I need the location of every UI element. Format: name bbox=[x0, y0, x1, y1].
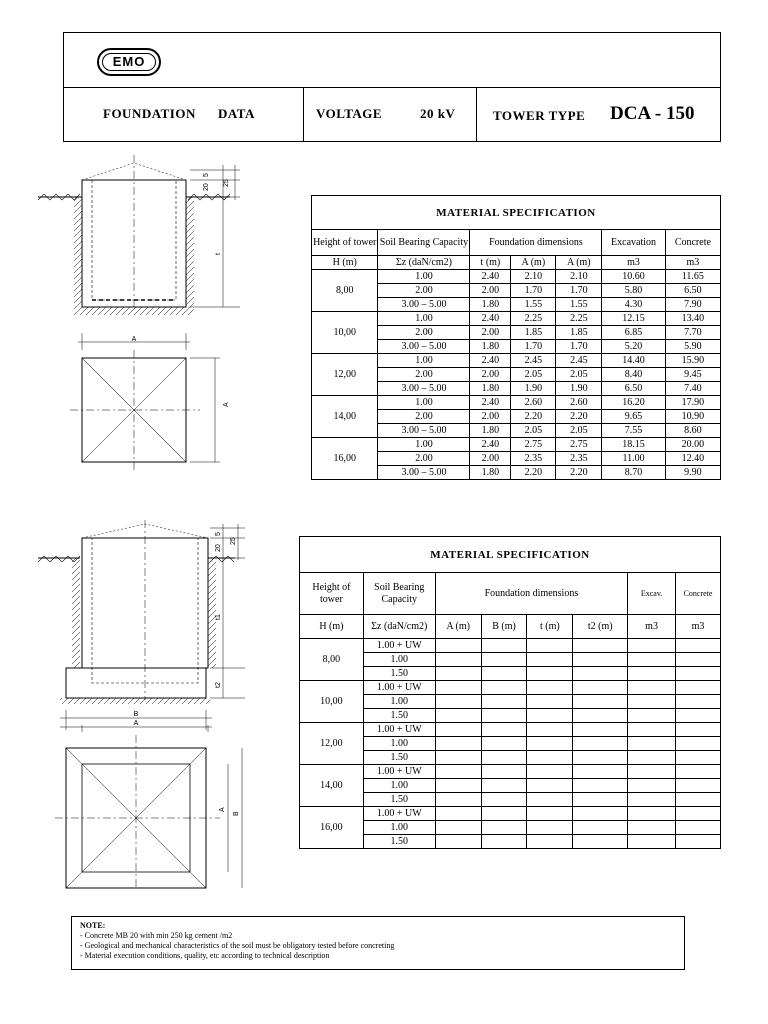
table1-cell: 7.70 bbox=[665, 326, 720, 340]
table2-empty-cell bbox=[628, 779, 676, 793]
foundation-drawing-1 bbox=[30, 155, 270, 475]
table1-cell: 3.00 – 5.00 bbox=[378, 382, 470, 396]
table2-empty-cell bbox=[628, 723, 676, 737]
table2-empty-cell bbox=[573, 737, 628, 751]
table1-cell: 1.00 bbox=[378, 354, 470, 368]
table1-cell: 2.00 bbox=[470, 284, 511, 298]
table2-empty-cell bbox=[676, 765, 721, 779]
table2-soil-cell: 1.00 + UW bbox=[363, 723, 435, 737]
table2-soil-cell: 1.00 + UW bbox=[363, 807, 435, 821]
header-divider-v1 bbox=[303, 87, 304, 142]
table2-empty-cell bbox=[527, 653, 573, 667]
table1-cell: 2.00 bbox=[378, 452, 470, 466]
table2-empty-cell bbox=[573, 667, 628, 681]
table1-cell: 2.00 bbox=[470, 410, 511, 424]
table1-cell: 1.70 bbox=[556, 284, 602, 298]
table2-empty-cell bbox=[435, 667, 481, 681]
table1-cell: 1.90 bbox=[511, 382, 556, 396]
table2-h-found: Foundation dimensions bbox=[435, 573, 627, 615]
table2-height-cell: 14,00 bbox=[300, 765, 364, 807]
table1-u-m3b: m3 bbox=[665, 256, 720, 270]
table2-soil-cell: 1.00 + UW bbox=[363, 639, 435, 653]
table2-soil-cell: 1.50 bbox=[363, 751, 435, 765]
table2-empty-cell bbox=[573, 751, 628, 765]
table1-cell: 2.40 bbox=[470, 270, 511, 284]
table2-empty-cell bbox=[573, 681, 628, 695]
table1-cell: 2.20 bbox=[511, 410, 556, 424]
table2-row bbox=[300, 681, 721, 695]
table1-cell: 1.85 bbox=[556, 326, 602, 340]
table2-empty-cell bbox=[628, 709, 676, 723]
table2-empty-cell bbox=[481, 695, 527, 709]
table2-empty-cell bbox=[628, 765, 676, 779]
note-line-3: - Material execution conditions, quality, etc according to technical description bbox=[80, 951, 330, 960]
table2-soil-cell: 1.50 bbox=[363, 835, 435, 849]
table2-empty-cell bbox=[628, 653, 676, 667]
dim-5-label: 5 bbox=[203, 173, 210, 177]
table1-cell: 6.50 bbox=[602, 382, 665, 396]
table1-u-sz: Σz (daN/cm2) bbox=[378, 256, 470, 270]
note-box bbox=[71, 916, 685, 970]
table1-cell: 2.00 bbox=[470, 452, 511, 466]
table2-empty-cell bbox=[527, 765, 573, 779]
table1-height-cell: 14,00 bbox=[312, 396, 378, 438]
table1-h-soil: Soil Bearing Capacity bbox=[378, 230, 470, 256]
table1-cell: 20.00 bbox=[665, 438, 720, 452]
table1-cell: 17.90 bbox=[665, 396, 720, 410]
table1-cell: 1.00 bbox=[378, 396, 470, 410]
table2-soil-cell: 1.00 bbox=[363, 821, 435, 835]
foundation-label: FOUNDATION bbox=[103, 106, 196, 121]
table1-title: MATERIAL SPECIFICATION bbox=[312, 196, 721, 230]
table2-row bbox=[300, 695, 721, 709]
table2-empty-cell bbox=[435, 695, 481, 709]
table2-row bbox=[300, 807, 721, 821]
dim2-b-top-label: B bbox=[133, 711, 139, 718]
table1-cell: 1.90 bbox=[556, 382, 602, 396]
table2-empty-cell bbox=[628, 751, 676, 765]
table2-empty-cell bbox=[481, 835, 527, 849]
table1-cell: 2.00 bbox=[378, 326, 470, 340]
table1-cell: 8.60 bbox=[665, 424, 720, 438]
table1-cell: 12.40 bbox=[665, 452, 720, 466]
table1-cell: 3.00 – 5.00 bbox=[378, 298, 470, 312]
table2-u-sz: Σz (daN/cm2) bbox=[363, 615, 435, 639]
table2-empty-cell bbox=[435, 681, 481, 695]
table2-empty-cell bbox=[435, 793, 481, 807]
table1-cell: 9.90 bbox=[665, 466, 720, 480]
table1-cell: 2.20 bbox=[511, 466, 556, 480]
table1-cell: 2.20 bbox=[556, 410, 602, 424]
table2-empty-cell bbox=[527, 821, 573, 835]
table2-empty-cell bbox=[481, 639, 527, 653]
table1-cell: 5.80 bbox=[602, 284, 665, 298]
table2-empty-cell bbox=[676, 695, 721, 709]
table1-cell: 1.80 bbox=[470, 298, 511, 312]
table2-empty-cell bbox=[676, 835, 721, 849]
data-label: DATA bbox=[218, 106, 255, 121]
table2-empty-cell bbox=[527, 737, 573, 751]
tower-type-value: DCA - 150 bbox=[610, 103, 695, 124]
table2-empty-cell bbox=[676, 807, 721, 821]
table1-cell: 14.40 bbox=[602, 354, 665, 368]
table2-empty-cell bbox=[527, 639, 573, 653]
table2-empty-cell bbox=[676, 751, 721, 765]
table1-cell: 10.90 bbox=[665, 410, 720, 424]
table2-empty-cell bbox=[527, 793, 573, 807]
table1-cell: 2.10 bbox=[556, 270, 602, 284]
table2-empty-cell bbox=[628, 681, 676, 695]
table1-cell: 13.40 bbox=[665, 312, 720, 326]
note-line-1: - Concrete MB 20 with min 250 kg cement /m2 bbox=[80, 931, 233, 940]
table1-cell: 9.45 bbox=[665, 368, 720, 382]
table2-u-a: A (m) bbox=[435, 615, 481, 639]
table2-row bbox=[300, 667, 721, 681]
header-divider bbox=[63, 87, 721, 88]
dim-t-label: t bbox=[215, 253, 222, 255]
dim2-20-label: 20 bbox=[215, 544, 222, 552]
table1-cell: 2.00 bbox=[378, 368, 470, 382]
table2-empty-cell bbox=[527, 695, 573, 709]
dim-a-top-label: A bbox=[131, 336, 137, 343]
table2-empty-cell bbox=[573, 723, 628, 737]
table2-row bbox=[300, 751, 721, 765]
table2-empty-cell bbox=[676, 681, 721, 695]
table2-soil-cell: 1.00 bbox=[363, 737, 435, 751]
table1-cell: 1.80 bbox=[470, 424, 511, 438]
table2-empty-cell bbox=[435, 765, 481, 779]
table2-title: MATERIAL SPECIFICATION bbox=[300, 537, 721, 573]
table1-cell: 2.40 bbox=[470, 438, 511, 452]
table1-cell: 7.55 bbox=[602, 424, 665, 438]
dim2-a-top-label: A bbox=[133, 720, 139, 727]
table1-cell: 1.55 bbox=[556, 298, 602, 312]
table2-empty-cell bbox=[676, 737, 721, 751]
table2-empty-cell bbox=[573, 639, 628, 653]
table1-u-m3a: m3 bbox=[602, 256, 665, 270]
table1-cell: 3.00 – 5.00 bbox=[378, 466, 470, 480]
table2-empty-cell bbox=[435, 751, 481, 765]
table1-row bbox=[312, 270, 721, 284]
logo-inner: EMO bbox=[102, 53, 156, 71]
table1-height-cell: 8,00 bbox=[312, 270, 378, 312]
header-divider-v2 bbox=[476, 87, 477, 142]
table2-empty-cell bbox=[676, 653, 721, 667]
note-title: NOTE bbox=[80, 921, 103, 930]
table1-cell: 8.70 bbox=[602, 466, 665, 480]
table1-cell: 16.20 bbox=[602, 396, 665, 410]
table1-cell: 2.00 bbox=[378, 284, 470, 298]
table2-empty-cell bbox=[676, 723, 721, 737]
table1-cell: 1.80 bbox=[470, 382, 511, 396]
table1-cell: 2.05 bbox=[511, 368, 556, 382]
table1-cell: 2.75 bbox=[511, 438, 556, 452]
table2-empty-cell bbox=[435, 723, 481, 737]
material-spec-table-1 bbox=[311, 195, 721, 480]
dim2-5-label: 5 bbox=[215, 532, 222, 536]
table2-soil-cell: 1.50 bbox=[363, 667, 435, 681]
dim-20-label: 20 bbox=[203, 183, 210, 191]
dim2-t2-label: t2 bbox=[215, 682, 222, 688]
table2-u-b: B (m) bbox=[481, 615, 527, 639]
table1-cell: 2.20 bbox=[556, 466, 602, 480]
table1-cell: 2.05 bbox=[511, 424, 556, 438]
table2-height-cell: 10,00 bbox=[300, 681, 364, 723]
table1-cell: 2.40 bbox=[470, 312, 511, 326]
table2-empty-cell bbox=[676, 639, 721, 653]
table1-cell: 2.60 bbox=[511, 396, 556, 410]
voltage-value: 20 kV bbox=[420, 106, 456, 121]
table2-empty-cell bbox=[481, 737, 527, 751]
table1-cell: 2.25 bbox=[511, 312, 556, 326]
dim2-a-side-label: A bbox=[219, 807, 226, 812]
table2-row bbox=[300, 639, 721, 653]
table2-empty-cell bbox=[527, 751, 573, 765]
table1-cell: 3.00 – 5.00 bbox=[378, 424, 470, 438]
table1-cell: 2.75 bbox=[556, 438, 602, 452]
voltage-label: VOLTAGE bbox=[316, 106, 383, 121]
table1-cell: 1.00 bbox=[378, 270, 470, 284]
table1-cell: 2.40 bbox=[470, 396, 511, 410]
table1-cell: 1.85 bbox=[511, 326, 556, 340]
table2-empty-cell bbox=[628, 695, 676, 709]
table2-empty-cell bbox=[573, 709, 628, 723]
table2-empty-cell bbox=[628, 639, 676, 653]
table2-empty-cell bbox=[628, 793, 676, 807]
dim2-b-side-label: B bbox=[233, 811, 240, 816]
material-spec-table-2 bbox=[299, 536, 721, 849]
dim-25-label: 25 bbox=[223, 179, 230, 187]
table2-empty-cell bbox=[481, 765, 527, 779]
table1-cell: 2.05 bbox=[556, 368, 602, 382]
table2-empty-cell bbox=[676, 709, 721, 723]
table1-u-t: t (m) bbox=[470, 256, 511, 270]
table1-cell: 7.90 bbox=[665, 298, 720, 312]
table2-empty-cell bbox=[573, 821, 628, 835]
note-line-2: - Geological and mechanical characteristics of the soil must be obligatory tested before concreting bbox=[80, 941, 395, 950]
dim2-25-label: 25 bbox=[230, 537, 237, 545]
company-logo bbox=[97, 48, 161, 76]
table2-empty-cell bbox=[628, 667, 676, 681]
table1-cell: 2.10 bbox=[511, 270, 556, 284]
table2-row bbox=[300, 737, 721, 751]
table2-empty-cell bbox=[573, 779, 628, 793]
table2-empty-cell bbox=[573, 653, 628, 667]
table1-cell: 3.00 – 5.00 bbox=[378, 340, 470, 354]
table2-empty-cell bbox=[527, 779, 573, 793]
table1-u-h: H (m) bbox=[312, 256, 378, 270]
table2-empty-cell bbox=[628, 835, 676, 849]
table2-empty-cell bbox=[481, 821, 527, 835]
dim-a-side-label: A bbox=[223, 402, 230, 407]
table2-empty-cell bbox=[527, 681, 573, 695]
table1-cell: 1.80 bbox=[470, 340, 511, 354]
table1-cell: 2.25 bbox=[556, 312, 602, 326]
table2-h-conc: Concrete bbox=[676, 573, 721, 615]
table2-empty-cell bbox=[435, 821, 481, 835]
table1-cell: 2.35 bbox=[511, 452, 556, 466]
table2-soil-cell: 1.00 bbox=[363, 779, 435, 793]
table2-empty-cell bbox=[527, 835, 573, 849]
table1-cell: 1.70 bbox=[556, 340, 602, 354]
table2-empty-cell bbox=[573, 807, 628, 821]
table2-empty-cell bbox=[676, 821, 721, 835]
table2-empty-cell bbox=[481, 779, 527, 793]
table2-empty-cell bbox=[435, 653, 481, 667]
table2-empty-cell bbox=[676, 779, 721, 793]
table1-h-height: Height of tower bbox=[312, 230, 378, 256]
table1-row bbox=[312, 312, 721, 326]
table2-u-h: H (m) bbox=[300, 615, 364, 639]
table1-cell: 2.05 bbox=[556, 424, 602, 438]
table1-row bbox=[312, 438, 721, 452]
table1-cell: 18.15 bbox=[602, 438, 665, 452]
table1-cell: 7.40 bbox=[665, 382, 720, 396]
table1-cell: 11.65 bbox=[665, 270, 720, 284]
table2-empty-cell bbox=[435, 807, 481, 821]
table2-u-m3b: m3 bbox=[676, 615, 721, 639]
note-colon: : bbox=[102, 921, 106, 930]
table2-height-cell: 8,00 bbox=[300, 639, 364, 681]
table1-cell: 6.50 bbox=[665, 284, 720, 298]
table1-cell: 1.55 bbox=[511, 298, 556, 312]
table2-empty-cell bbox=[481, 723, 527, 737]
table2-h-height: Height of tower bbox=[300, 573, 364, 615]
table2-row bbox=[300, 821, 721, 835]
table1-cell: 2.35 bbox=[556, 452, 602, 466]
table1-row bbox=[312, 396, 721, 410]
table2-row bbox=[300, 653, 721, 667]
table2-row bbox=[300, 709, 721, 723]
table1-cell: 1.00 bbox=[378, 438, 470, 452]
table1-cell: 8.40 bbox=[602, 368, 665, 382]
table2-empty-cell bbox=[481, 793, 527, 807]
table1-height-cell: 16,00 bbox=[312, 438, 378, 480]
table2-empty-cell bbox=[628, 821, 676, 835]
table1-cell: 5.90 bbox=[665, 340, 720, 354]
table2-body bbox=[300, 639, 721, 849]
table2-soil-cell: 1.00 bbox=[363, 695, 435, 709]
table1-cell: 6.85 bbox=[602, 326, 665, 340]
table1-cell: 10.60 bbox=[602, 270, 665, 284]
table1-cell: 2.45 bbox=[511, 354, 556, 368]
table2-row bbox=[300, 835, 721, 849]
table1-cell: 4.30 bbox=[602, 298, 665, 312]
table2-empty-cell bbox=[435, 737, 481, 751]
table1-cell: 1.70 bbox=[511, 340, 556, 354]
table1-cell: 9.65 bbox=[602, 410, 665, 424]
table1-cell: 1.80 bbox=[470, 466, 511, 480]
table2-empty-cell bbox=[527, 807, 573, 821]
table1-cell: 1.00 bbox=[378, 312, 470, 326]
table1-u-a1: A (m) bbox=[511, 256, 556, 270]
table1-cell: 11.00 bbox=[602, 452, 665, 466]
table1-h-conc: Concrete bbox=[665, 230, 720, 256]
table1-cell: 12.15 bbox=[602, 312, 665, 326]
table2-row bbox=[300, 765, 721, 779]
table1-cell: 15.90 bbox=[665, 354, 720, 368]
table2-empty-cell bbox=[481, 709, 527, 723]
table2-empty-cell bbox=[481, 807, 527, 821]
table2-empty-cell bbox=[435, 779, 481, 793]
table1-cell: 2.40 bbox=[470, 354, 511, 368]
table2-height-cell: 12,00 bbox=[300, 723, 364, 765]
table2-height-cell: 16,00 bbox=[300, 807, 364, 849]
table2-soil-cell: 1.50 bbox=[363, 709, 435, 723]
table2-empty-cell bbox=[481, 667, 527, 681]
table1-cell: 2.00 bbox=[470, 326, 511, 340]
table2-empty-cell bbox=[481, 681, 527, 695]
table2-h-soil: Soil Bearing Capacity bbox=[363, 573, 435, 615]
table2-soil-cell: 1.00 bbox=[363, 653, 435, 667]
table1-height-cell: 10,00 bbox=[312, 312, 378, 354]
table1-u-a2: A (m) bbox=[556, 256, 602, 270]
table1-h-found: Foundation dimensions bbox=[470, 230, 602, 256]
table2-empty-cell bbox=[676, 667, 721, 681]
table2-empty-cell bbox=[527, 723, 573, 737]
table2-soil-cell: 1.00 + UW bbox=[363, 681, 435, 695]
table1-cell: 2.45 bbox=[556, 354, 602, 368]
table2-soil-cell: 1.00 + UW bbox=[363, 765, 435, 779]
table2-empty-cell bbox=[573, 793, 628, 807]
table1-cell: 1.70 bbox=[511, 284, 556, 298]
table2-empty-cell bbox=[573, 765, 628, 779]
table2-u-t2: t2 (m) bbox=[573, 615, 628, 639]
table1-cell: 5.20 bbox=[602, 340, 665, 354]
table2-row bbox=[300, 779, 721, 793]
table2-empty-cell bbox=[527, 667, 573, 681]
table2-h-exc: Excav. bbox=[628, 573, 676, 615]
table1-cell: 2.00 bbox=[378, 410, 470, 424]
table2-empty-cell bbox=[435, 639, 481, 653]
table1-cell: 2.00 bbox=[470, 368, 511, 382]
table2-empty-cell bbox=[628, 737, 676, 751]
table2-empty-cell bbox=[435, 835, 481, 849]
foundation-drawing-2 bbox=[30, 520, 270, 890]
table1-h-exc: Excavation bbox=[602, 230, 665, 256]
table2-soil-cell: 1.50 bbox=[363, 793, 435, 807]
table2-u-t: t (m) bbox=[527, 615, 573, 639]
table2-empty-cell bbox=[573, 835, 628, 849]
table1-row bbox=[312, 354, 721, 368]
table2-u-m3a: m3 bbox=[628, 615, 676, 639]
table1-cell: 2.60 bbox=[556, 396, 602, 410]
tower-type-label: TOWER TYPE bbox=[493, 108, 586, 123]
table2-row bbox=[300, 793, 721, 807]
table2-empty-cell bbox=[527, 709, 573, 723]
table2-empty-cell bbox=[628, 807, 676, 821]
table2-empty-cell bbox=[676, 793, 721, 807]
table1-body bbox=[312, 270, 721, 480]
table2-row bbox=[300, 723, 721, 737]
table1-height-cell: 12,00 bbox=[312, 354, 378, 396]
table2-empty-cell bbox=[435, 709, 481, 723]
table2-empty-cell bbox=[481, 653, 527, 667]
dim2-t1-label: t1 bbox=[215, 614, 222, 620]
table2-empty-cell bbox=[481, 751, 527, 765]
table2-empty-cell bbox=[573, 695, 628, 709]
